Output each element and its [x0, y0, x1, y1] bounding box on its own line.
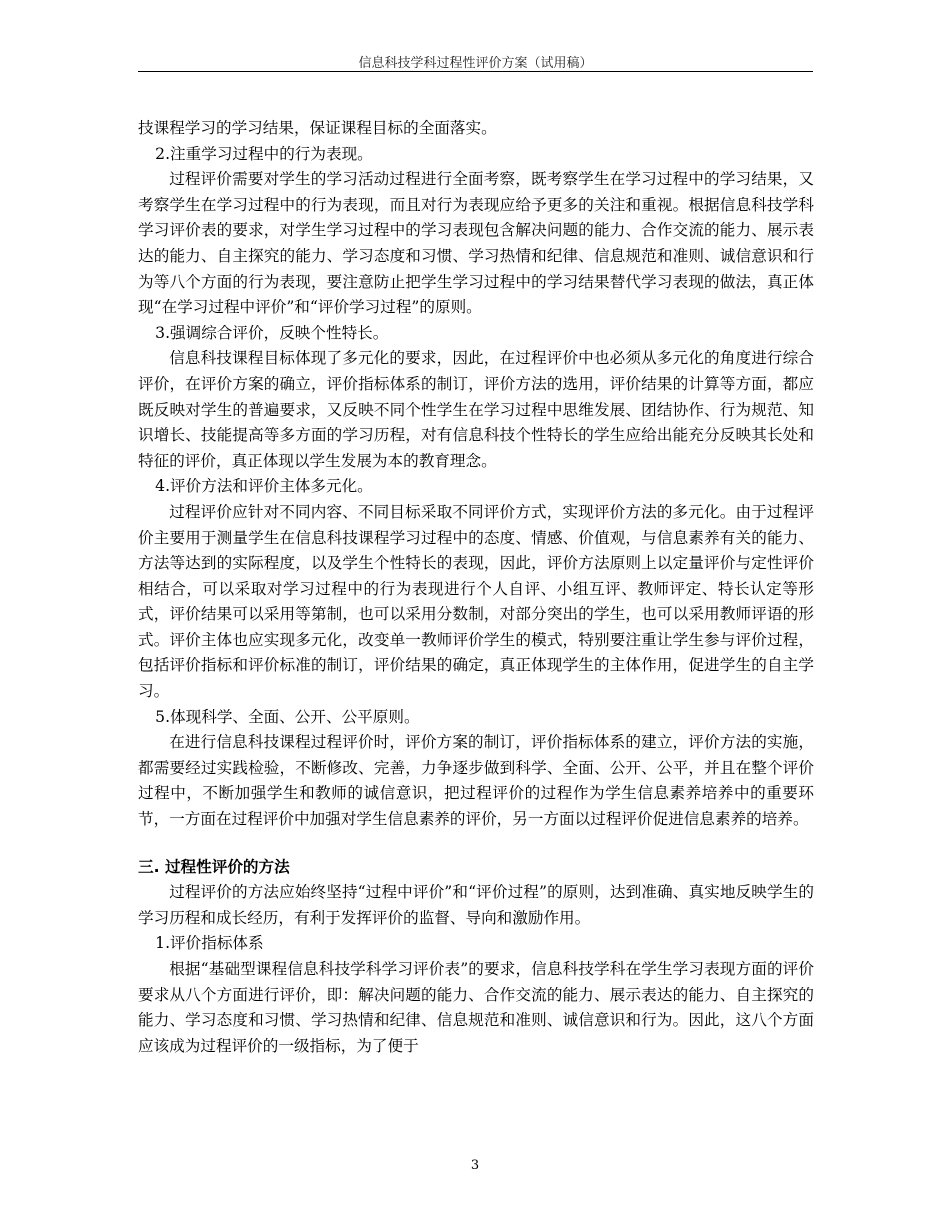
- point-3-heading: 3.强调综合评价，反映个性特长。: [155, 323, 389, 342]
- point-3-body: 信息科技课程目标体现了多元化的要求，因此，在过程评价中也必须从多元化的角度进行综合评价，在评价方案的确立，评价指标体系的制订，评价方法的选用，评价结果的计算等方面，都应既反映对学生的普遍要求，又反映不同个性学生在学习过程中思维发展、团结协作、行为规范、知识增长、技能提高等多方面的学习历程，对有信息科技个性特长的学生应给出能充分反映其长处和特征的评价，真正体现以学生发展为本的教育理念。: [138, 349, 814, 470]
- point-4-heading: 4.评价方法和评价主体多元化。: [155, 477, 373, 496]
- header-rule: [138, 71, 813, 72]
- paragraph-continuation: 技课程学习的学习结果，保证课程目标的全面落实。: [138, 119, 497, 137]
- running-header: 信息科技学科过程性评价方案（试用稿）: [358, 56, 593, 71]
- point-2-body: 过程评价需要对学生的学习活动过程进行全面考察，既考察学生在学习过程中的学习结果，又考察学生在学习过程中的行为表现，而且对行为表现应给予更多的关注和重视。根据信息科技学科学习评价表的要求，对学生学习过程中的学习表现包含解决问题的能力、合作交流的能力、展示表达的能力、自主探究的能力、学习态度和习惯、学习热情和纪律、信息规范和准则、诚信意识和行为等八个方面的行为表现，要注意防止把学生学习过程中的学习结果替代学习表现的做法，真正体现“在学习过程中评价”和“评价学习过程”的原则。: [138, 170, 814, 317]
- section-3-title: 三. 过程性评价的方法: [138, 857, 290, 876]
- point-5-heading: 5.体现科学、全面、公开、公平原则。: [155, 707, 420, 726]
- document-body: [138, 116, 814, 1059]
- point-5-body: 在进行信息科技课程过程评价时，评价方案的制订，评价指标体系的建立，评价方法的实施，都需要经过实践检验，不断修改、完善，力争逐步做到科学、全面、公开、公平，并且在整个评价过程中，不断加强学生和教师的诚信意识，把过程评价的过程作为学生信息素养培养中的重要环节，一方面在过程评价中加强对学生信息素养的评价，另一方面以过程评价促进信息素养的培养。: [138, 733, 814, 829]
- page-number: 3: [470, 1158, 480, 1173]
- subsection-1-body: 根据“基础型课程信息科技学科学习评价表”的要求，信息科技学科在学生学习表现方面的评价要求从八个方面进行评价，即：解决问题的能力、合作交流的能力、展示表达的能力、自主探究的能力、学习态度和习惯、学习热情和纪律、信息规范和准则、诚信意识和行为。因此，这八个方面应该成为过程评价的一级指标，为了便于: [138, 960, 814, 1055]
- point-4-body: 过程评价应针对不同内容、不同目标采取不同评价方式，实现评价方法的多元化。由于过程评价主要用于测量学生在信息科技课程学习过程中的态度、情感、价值观，与信息素养有关的能力、方法等达到的实际程度，以及学生个性特长的表现，因此，评价方法原则上以定量评价与定性评价相结合，可以采取对学习过程中的行为表现进行个人自评、小组互评、教师评定、特长认定等形式，评价结果可以采用等第制，也可以采用分数制，对部分突出的学生，也可以采用教师评语的形式。评价主体也应实现多元化，改变单一教师评价学生的模式，特别要注重让学生参与评价过程，包括评价指标和评价标准的制订，评价结果的确定，真正体现学生的主体作用，促进学生的自主学习。: [138, 502, 814, 701]
- point-2-heading: 2.注重学习过程中的行为表现。: [155, 144, 373, 163]
- section-3-intro: 过程评价的方法应始终坚持“过程中评价”和“评价过程”的原则，达到准确、真实地反映学生的学习历程和成长经历，有利于发挥评价的监督、导向和激励作用。: [138, 883, 814, 927]
- subsection-1-title: 1.评价指标体系: [155, 934, 264, 953]
- section-spacer: [138, 833, 814, 855]
